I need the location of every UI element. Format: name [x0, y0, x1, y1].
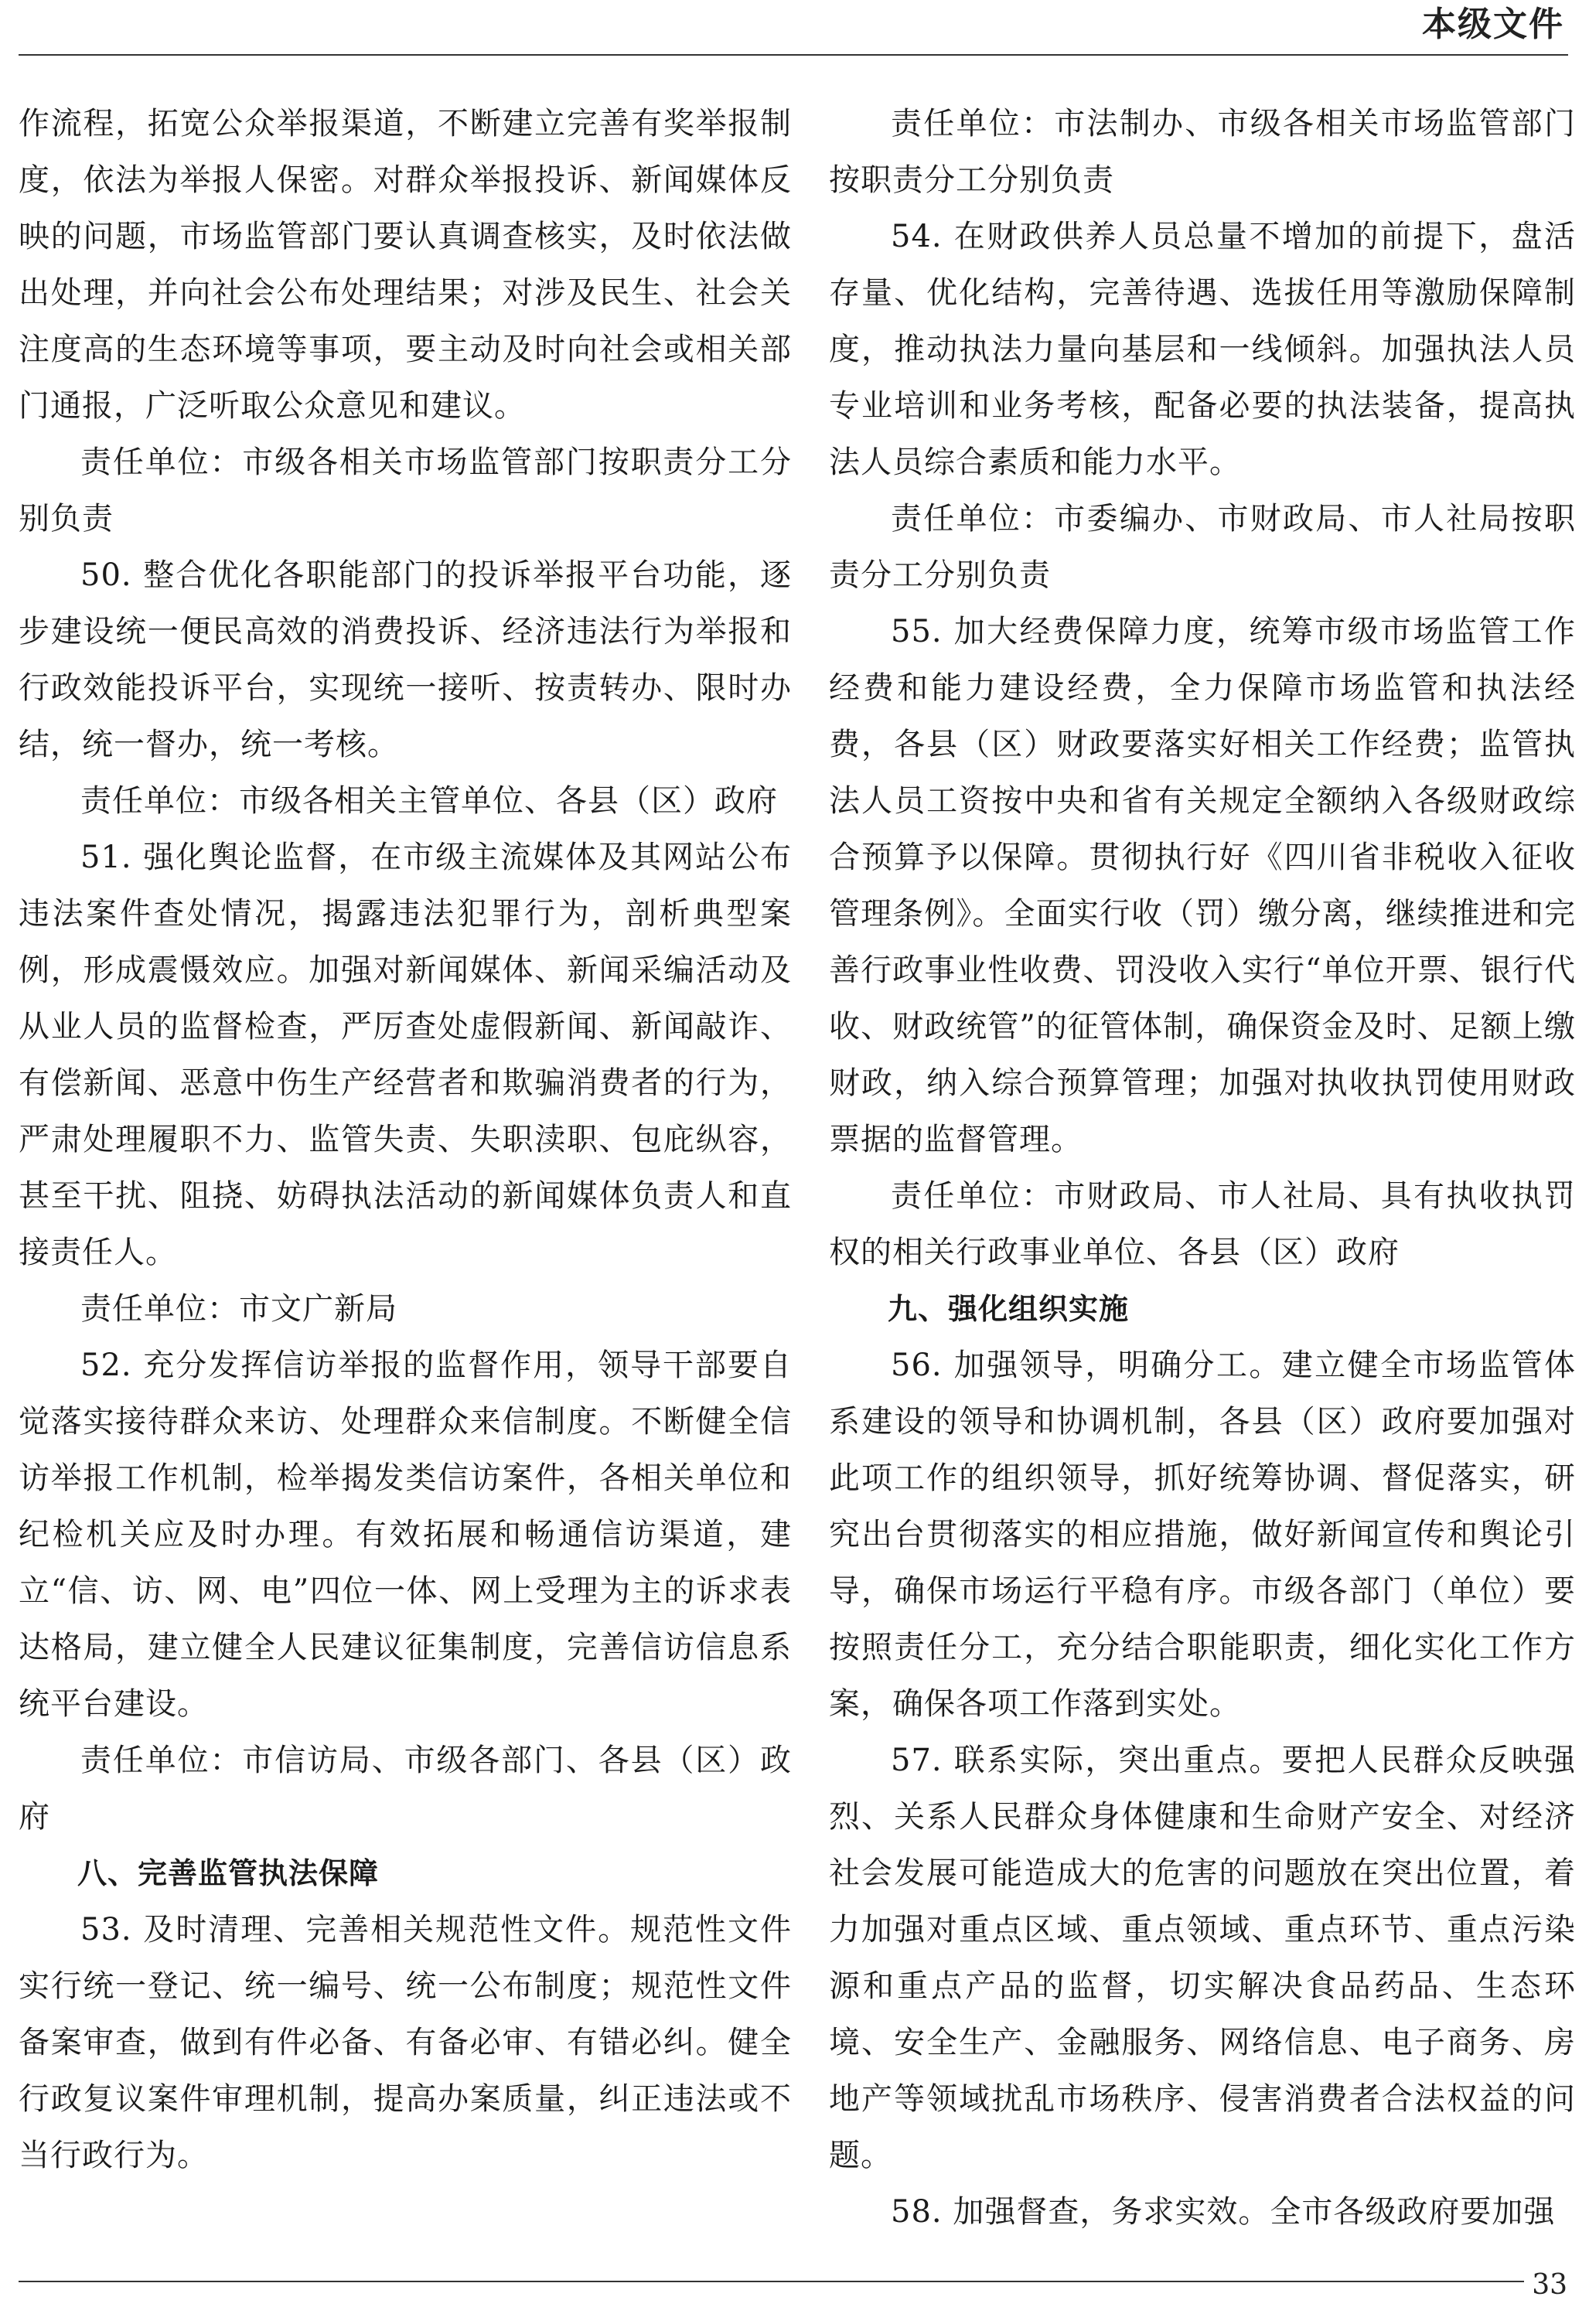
- responsibility-note: 责任单位：市级各相关主管单位、各县（区）政府: [80, 783, 778, 819]
- item-56: 56. 加强领导，明确分工。建立健全市场监管体系建设的领导和协调机制，各县（区）政府要加强对此项工作的组织领导，抓好统筹协调、督促落实，研究出台贯彻落实的相应措施，做好新闻宣传和舆论引导，确保市场运行平稳有序。市级各部门（单位）要按照责任分工，充分结合职能职责，细化实化工作方案，确保各项工作落到实处。: [829, 1348, 1576, 1722]
- responsibility-note: 责任单位：市法制办、市级各相关市场监管部门按职责分工分别负责: [829, 106, 1576, 198]
- item-54: 54. 在财政供养人员总量不增加的前提下，盘活存量、优化结构，完善待遇、选拔任用等激励保障制度，推动执法力量向基层和一线倾斜。加强执法人员专业培训和业务考核，配备必要的执法装备，提高执法人员综合素质和能力水平。: [829, 219, 1576, 480]
- responsibility-note: 责任单位：市级各相关市场监管部门按职责分工分别负责: [19, 445, 792, 537]
- item-50: 50. 整合优化各职能部门的投诉举报平台功能，逐步建设统一便民高效的消费投诉、经济违法行为举报和行政效能投诉平台，实现统一接听、按责转办、限时办结，统一督办，统一考核。: [19, 557, 792, 762]
- responsibility-note: 责任单位：市信访局、市级各部门、各县（区）政府: [19, 1743, 792, 1835]
- left-column: [19, 96, 792, 2184]
- item-55: 55. 加大经费保障力度，统筹市级市场监管工作经费和能力建设经费，全力保障市场监管和执法经费，各县（区）财政要落实好相关工作经费；监管执法人员工资按中央和省有关规定全额纳入各级财政综合预算予以保障。贯彻执行好《四川省非税收入征收管理条例》。全面实行收（罚）缴分离，继续推进和完善行政事业性收费、罚没收入实行“单位开票、银行代收、财政统管”的征管体制，确保资金及时、足额上缴财政，纳入综合预算管理；加强对执收执罚使用财政票据的监督管理。: [829, 614, 1576, 1157]
- paragraph-continuation: 作流程，拓宽公众举报渠道，不断建立完善有奖举报制度，依法为举报人保密。对群众举报投诉、新闻媒体反映的问题，市场监管部门要认真调查核实，及时依法做出处理，并向社会公布处理结果；对涉及民生、社会关注度高的生态环境等事项，要主动及时向社会或相关部门通报，广泛听取公众意见和建议。: [19, 106, 792, 424]
- responsibility-note: 责任单位：市委编办、市财政局、市人社局按职责分工分别负责: [829, 501, 1576, 593]
- page-number: 33: [1524, 2268, 1567, 2302]
- responsibility-note: 责任单位：市文广新局: [80, 1291, 397, 1327]
- item-57: 57. 联系实际，突出重点。要把人民群众反映强烈、关系人民群众身体健康和生命财产安全、对经济社会发展可能造成大的危害的问题放在突出位置，着力加强对重点区域、重点领域、重点环节、重点污染源和重点产品的监督，切实解决食品药品、生态环境、安全生产、金融服务、网络信息、电子商务、房地产等领域扰乱市场秩序、侵害消费者合法权益的问题。: [829, 1743, 1576, 2173]
- footer-rule: [19, 2281, 1534, 2282]
- item-52: 52. 充分发挥信访举报的监督作用，领导干部要自觉落实接待群众来访、处理群众来信制度。不断健全信访举报工作机制，检举揭发类信访案件，各相关单位和纪检机关应及时办理。有效拓展和畅通信访渠道，建立“信、访、网、电”四位一体、网上受理为主的诉求表达格局，建立健全人民建议征集制度，完善信访信息系统平台建设。: [19, 1348, 792, 1722]
- item-58: 58. 加强督查，务求实效。全市各级政府要加强: [891, 2194, 1556, 2230]
- item-51: 51. 强化舆论监督，在市级主流媒体及其网站公布违法案件查处情况，揭露违法犯罪行为，剖析典型案例，形成震慑效应。加强对新闻媒体、新闻采编活动及从业人员的监督检查，严厉查处虚假新闻、新闻敲诈、有偿新闻、恶意中伤生产经营者和欺骗消费者的行为，严肃处理履职不力、监管失责、失职渎职、包庇纵容，甚至干扰、阻挠、妨碍执法活动的新闻媒体负责人和直接责任人。: [19, 840, 792, 1270]
- responsibility-note: 责任单位：市财政局、市人社局、具有执收执罚权的相关行政事业单位、各县（区）政府: [829, 1178, 1576, 1270]
- header-rule: [19, 54, 1568, 56]
- right-column: [829, 96, 1576, 2241]
- section-heading-9: 九、强化组织实施: [888, 1292, 1130, 1326]
- item-53: 53. 及时清理、完善相关规范性文件。规范性文件实行统一登记、统一编号、统一公布制度；规范性文件备案审查，做到有件必备、有备必审、有错必纠。健全行政复议案件审理机制，提高办案质量，纠正违法或不当行政行为。: [19, 1912, 792, 2173]
- section-title: 本级文件: [1422, 5, 1564, 44]
- section-heading-8: 八、完善监管执法保障: [77, 1856, 380, 1890]
